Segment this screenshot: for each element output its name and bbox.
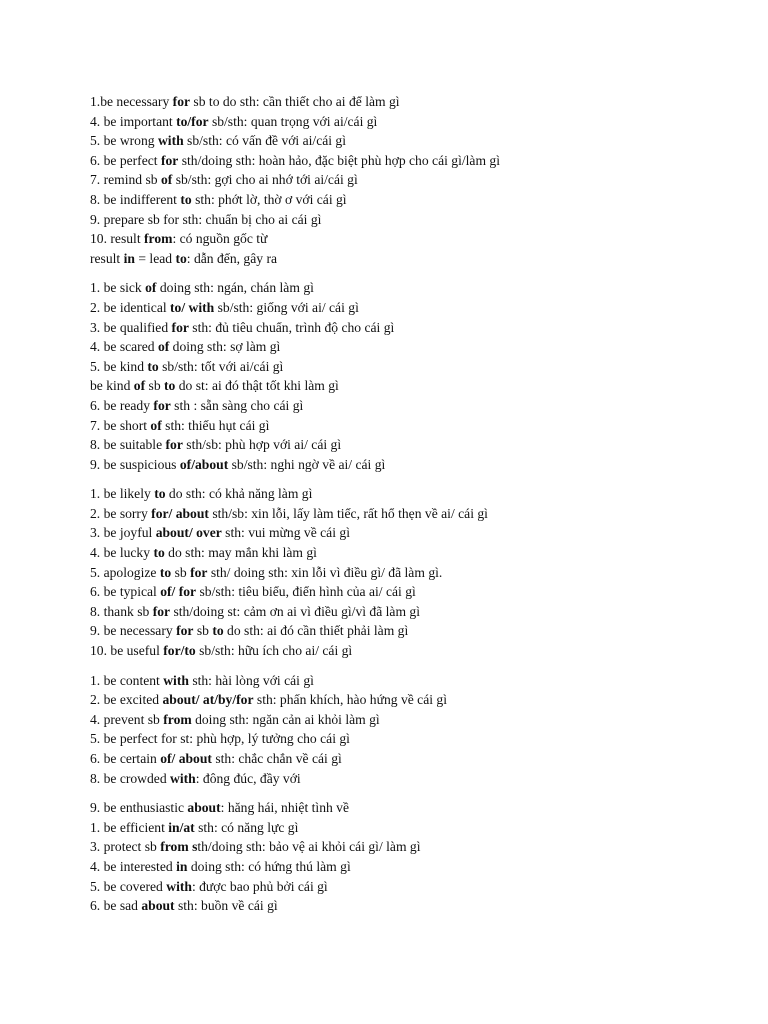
phrase-line [90, 278, 730, 298]
phrase-line [90, 857, 730, 877]
line-text: sb/sth: quan trọng với ai/cái gì [208, 113, 378, 129]
phrase-line [90, 818, 730, 838]
line-text: : được bao phủ bởi cái gì [191, 878, 328, 894]
phrase-line [90, 112, 730, 132]
preposition-text: in [176, 858, 188, 874]
line-text: sb/sth: giống với ai/ cái gì [214, 299, 359, 315]
phrase-line [90, 376, 730, 396]
phrase-group [90, 278, 730, 474]
phrase-line [90, 641, 730, 661]
line-text: 5. be kind [90, 358, 148, 374]
line-text: 9. prepare sb for sth: chuẩn bị cho ai cái gì [90, 211, 322, 227]
phrase-line [90, 229, 730, 249]
line-text: sb/sth: nghi ngờ về ai/ cái gì [228, 456, 386, 472]
preposition-text: about [187, 800, 221, 816]
line-text: sth: phấn khích, hào hứng về cái gì [253, 692, 447, 708]
line-text: 10. be useful [90, 643, 164, 659]
preposition-text: with [166, 878, 192, 894]
phrase-line [90, 190, 730, 210]
preposition-text: in [123, 250, 135, 266]
line-text: 6. be ready [90, 397, 154, 413]
preposition-text: to [153, 545, 165, 561]
line-text: be kind [90, 378, 134, 394]
line-text: 6. be perfect [90, 152, 161, 168]
phrase-line [90, 131, 730, 151]
line-text: 4. be interested [90, 858, 177, 874]
line-text: 3. be qualified [90, 319, 172, 335]
phrase-line [90, 769, 730, 789]
preposition-text: of [150, 417, 162, 433]
preposition-text: about/ over [155, 525, 222, 541]
phrase-line [90, 798, 730, 818]
preposition-text: for/ about [151, 505, 209, 521]
line-text: 1. be sick [90, 280, 146, 296]
line-text: sb/sth: tốt với ai/cái gì [158, 358, 284, 374]
preposition-text: of/ about [160, 751, 212, 766]
preposition-text: from [144, 231, 173, 247]
preposition-text: for [176, 623, 194, 639]
line-text: sb [145, 378, 165, 394]
line-text: sth/doing st: cảm ơn ai vì điều gì/vì đã làm gì [170, 603, 421, 619]
line-text: 6. be typical [90, 584, 161, 600]
line-text: 2. be sorry [90, 505, 152, 521]
line-text: 9. be necessary [90, 623, 177, 639]
line-text: 1. be efficient [90, 819, 169, 835]
phrase-line [90, 484, 730, 504]
preposition-text: of [157, 339, 170, 355]
preposition-text: to [175, 250, 187, 266]
line-text: 8. be indifferent [90, 191, 181, 207]
preposition-text: from s [160, 839, 198, 855]
phrase-group [90, 484, 730, 660]
preposition-text: for [153, 397, 171, 413]
preposition-text: in/at [168, 819, 195, 835]
phrase-line [90, 749, 730, 769]
preposition-text: about/ at/by/for [162, 692, 254, 708]
line-text: 10. result [90, 231, 144, 247]
phrase-line [90, 92, 730, 112]
line-text: sth/ doing sth: xin lỗi vì điều gì/ đã làm gì. [207, 564, 443, 580]
line-text: 5. be covered [90, 878, 167, 894]
line-text: doing sth: sợ làm gì [169, 339, 281, 355]
line-text: sth: buồn về cái gì [174, 898, 278, 914]
line-text: do sth: ai đó cần thiết phải làm gì [223, 623, 409, 639]
phrase-line [90, 396, 730, 416]
line-text: do sth: may mắn khi làm gì [164, 545, 317, 561]
line-text: 9. be enthusiastic [90, 800, 188, 816]
line-text: 5. be wrong [90, 133, 158, 149]
line-text: 8. be suitable [90, 437, 166, 453]
line-text: 2. be identical [90, 299, 171, 315]
phrase-line [90, 690, 730, 710]
line-text: doing sth: ngán, chán làm gì [156, 280, 314, 296]
line-text: sth: phớt lờ, thờ ơ với cái gì [191, 191, 347, 207]
preposition-text: to/ with [170, 299, 215, 315]
line-text: th/doing sth: bảo vệ ai khỏi cái gì/ làm gì [197, 839, 421, 855]
phrase-group [90, 798, 730, 916]
preposition-text: about [141, 898, 175, 914]
preposition-text: to [212, 623, 224, 639]
phrase-line [90, 563, 730, 583]
line-text: 4. be important [90, 113, 177, 129]
preposition-text: of [145, 280, 157, 296]
line-text: = lead [134, 250, 176, 266]
phrase-line [90, 877, 730, 897]
line-text: sth: đủ tiêu chuẩn, trình độ cho cái gì [188, 319, 395, 335]
preposition-text: to [147, 358, 159, 374]
preposition-text: to [164, 378, 176, 394]
preposition-text: for [152, 603, 171, 619]
preposition-text: of/about [179, 456, 229, 472]
preposition-text: to [159, 564, 172, 580]
line-text: 9. be suspicious [90, 456, 180, 472]
phrase-line [90, 455, 730, 475]
phrase-line [90, 543, 730, 563]
line-text: 8. thank sb [90, 603, 153, 619]
line-text: do st: ai đó thật tốt khi làm gì [175, 378, 339, 394]
line-text: 4. prevent sb [90, 711, 164, 727]
line-text: sb [171, 564, 191, 580]
phrase-line [90, 210, 730, 230]
phrase-line [90, 416, 730, 436]
preposition-text: of/ for [160, 584, 197, 600]
line-text: do sth: có khả năng làm gì [165, 486, 313, 502]
preposition-text: to/for [176, 113, 209, 129]
phrase-line [90, 318, 730, 338]
line-text: result [90, 250, 124, 266]
preposition-text: for [171, 319, 189, 335]
preposition-text: for [172, 94, 191, 109]
line-text: sth/doing sth: hoàn hảo, đặc biệt phù hợp cho cái gì/làm gì [178, 152, 500, 168]
preposition-text: with [170, 770, 196, 786]
line-text: : có nguồn gốc từ [172, 231, 268, 247]
line-text: 3. protect sb [90, 839, 161, 855]
phrase-line [90, 170, 730, 190]
phrase-line [90, 435, 730, 455]
preposition-text: of [160, 172, 173, 188]
line-text: sth: chắc chắn về cái gì [211, 751, 342, 766]
line-text: 5. apologize [90, 564, 160, 580]
phrase-line [90, 357, 730, 377]
line-text: 4. be scared [90, 339, 158, 355]
line-text: sb/sth: tiêu biểu, điển hình của ai/ cái gì [196, 584, 416, 600]
document-body [90, 92, 730, 926]
preposition-text: to [180, 191, 192, 207]
phrase-line [90, 298, 730, 318]
preposition-text: of [133, 378, 146, 394]
phrase-line [90, 337, 730, 357]
preposition-text: with [163, 672, 189, 688]
line-text: sb to do sth: cần thiết cho ai để làm gì [190, 94, 400, 109]
phrase-line [90, 249, 730, 269]
line-text: doing sth: ngăn cản ai khỏi làm gì [191, 711, 380, 727]
phrase-line [90, 896, 730, 916]
line-text: : dẫn đến, gây ra [186, 250, 278, 266]
preposition-text: for [160, 152, 179, 168]
preposition-text: with [157, 133, 184, 149]
line-text: sth: hài lòng với cái gì [188, 672, 314, 688]
line-text: 7. be short [90, 417, 151, 433]
phrase-line [90, 602, 730, 622]
line-text: 6. be sad [90, 898, 142, 914]
line-text: sth : sẵn sàng cho cái gì [170, 397, 304, 413]
line-text: 6. be certain [90, 751, 161, 766]
preposition-text: to [154, 486, 166, 502]
line-text: sth/sb: xin lỗi, lấy làm tiếc, rất hổ thẹn về ai/ cái gì [208, 505, 488, 521]
line-text: 1. be likely [90, 486, 155, 502]
line-text: : hăng hái, nhiệt tình về [220, 800, 350, 816]
phrase-line [90, 151, 730, 171]
line-text: : đông đúc, đầy với [195, 770, 301, 786]
line-text: sb/sth: gợi cho ai nhớ tới ai/cái gì [172, 172, 358, 188]
phrase-line [90, 671, 730, 691]
line-text: 4. be lucky [90, 545, 154, 561]
phrase-line [90, 582, 730, 602]
phrase-line [90, 710, 730, 730]
line-text: 8. be crowded [90, 770, 171, 786]
line-text: sb/sth: hữu ích cho ai/ cái gì [195, 643, 353, 659]
line-text: 7. remind sb [90, 172, 161, 188]
phrase-line [90, 621, 730, 641]
phrase-group [90, 671, 730, 789]
phrase-line [90, 523, 730, 543]
line-text: doing sth: có hứng thú làm gì [187, 858, 351, 874]
line-text: 5. be perfect for st: phù hợp, lý tưởng cho cái gì [90, 731, 350, 747]
line-text: 2. be excited [90, 692, 163, 708]
line-text: sth: có năng lực gì [194, 819, 299, 835]
line-text: sth/sb: phù hợp với ai/ cái gì [182, 437, 342, 453]
line-text: sth: vui mừng về cái gì [221, 525, 350, 541]
line-text: sth: thiếu hụt cái gì [161, 417, 270, 433]
line-text: 1. be content [90, 672, 164, 688]
preposition-text: from [163, 711, 192, 727]
phrase-group [90, 92, 730, 268]
line-text: 1.be necessary [90, 94, 173, 109]
preposition-text: for [165, 437, 183, 453]
phrase-line [90, 504, 730, 524]
line-text: sb/sth: có vấn đề với ai/cái gì [183, 133, 347, 149]
phrase-line [90, 837, 730, 857]
phrase-line [90, 729, 730, 749]
line-text: sb [193, 623, 213, 639]
preposition-text: for [190, 564, 208, 580]
preposition-text: for/to [163, 643, 196, 659]
line-text: 3. be joyful [90, 525, 156, 541]
